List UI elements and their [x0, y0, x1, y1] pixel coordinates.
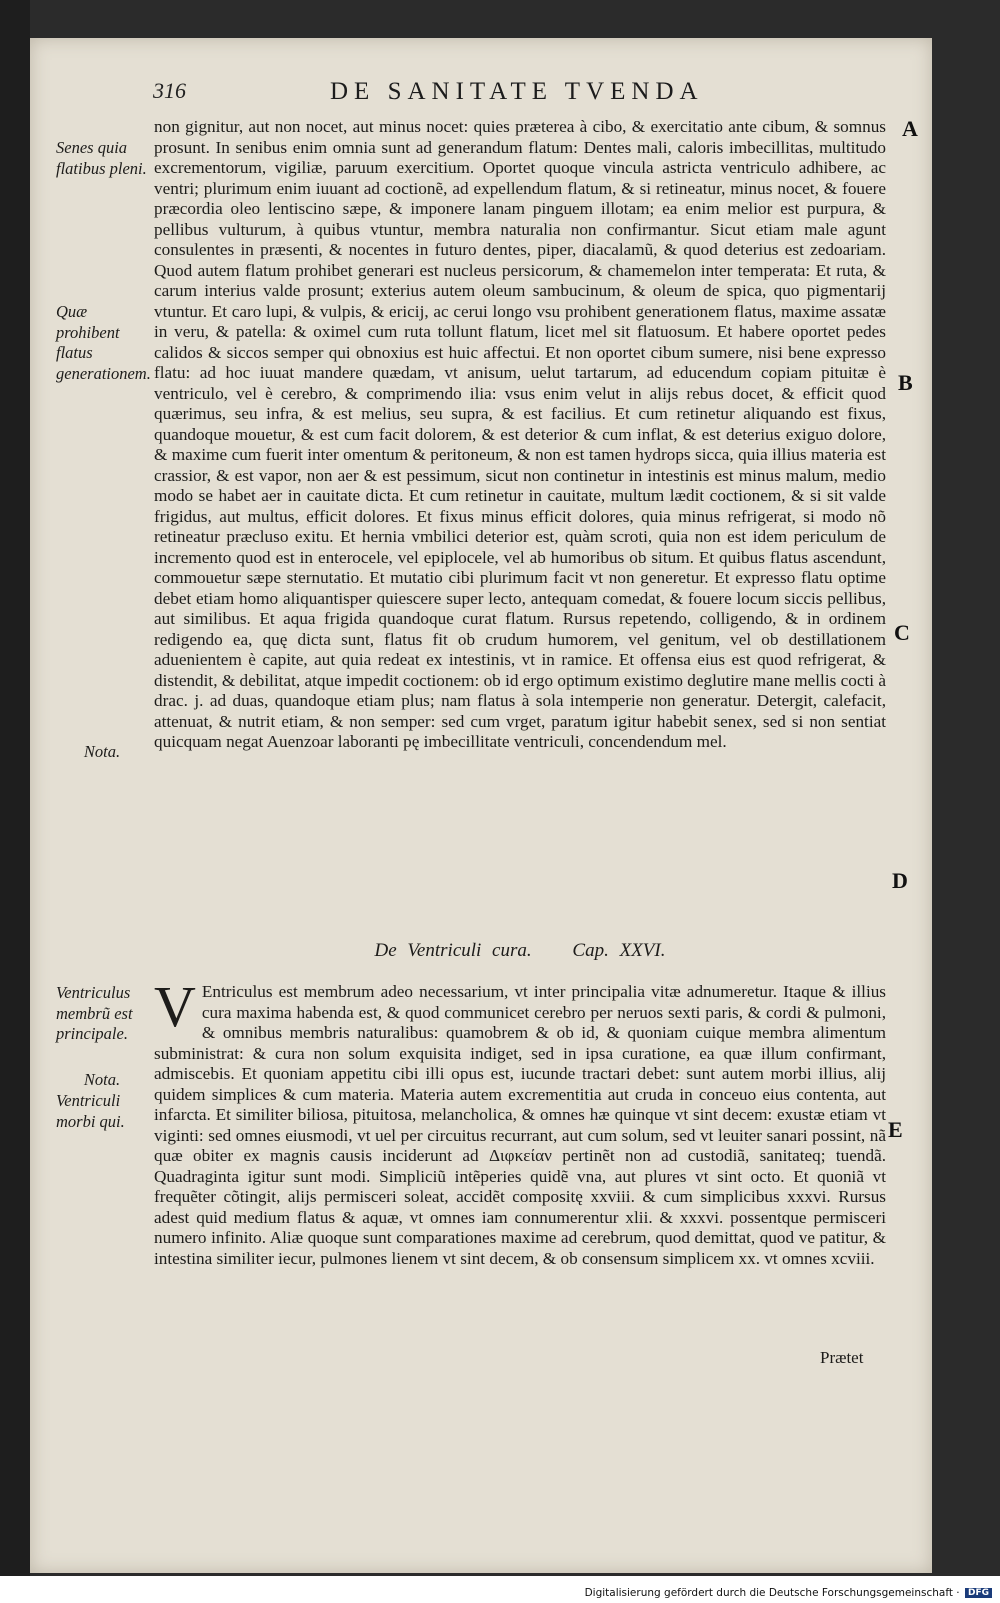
chapter-title: De Ventriculi cura. [374, 940, 532, 961]
section-letter-d: D [892, 868, 908, 893]
section-letter-c: C [894, 620, 910, 645]
chapter-number: Cap. XXVI. [572, 940, 666, 961]
catchword: Prætet [820, 1348, 864, 1367]
funding-footer [585, 1587, 992, 1599]
body-paragraph-2: Entriculus est membrum adeo necessarium, vt inter principalia vitæ adnumeretur. Itaque & illius cura maxima habenda est, & quod communicet cerebro per neruos sexti paris, & cordi & pulmoni, & omnibus membris naturalibus: quamobrem & ob id, & quoniam cuique membra alimentum subministrat: & cura non solum exquisita indiget, sed in ipsa curatione, ea quæ illum confirmant, admiscebis. Et quoniam appetitu cibi illi opus est, iucunde tractari debet: sunt autem morbi illius, alij quidem simplices & cum materia. Materia autem excrementitia aut cruda in conceuo eius contenta, aut infarcta. Et similiter biliosa, pituitosa, melancholica, & omnes hæ quinque vt sint decem: exustæ etiam vt viginti: sed omnes eiusmodi, vt uel per circuitus recurrant, aut cum solum, sed vt leuiter sanari possint, nã quæ obiter ex magnis causis inciderunt ad Διφκείαν pertinẽt non ad custodiã, sanitateq; tuendã. Quadraginta igitur sunt modi. Simpliciũ intẽperies quidẽ vna, aut plures vt sint octo. Et quoniã vt frequẽter cõtingit, alijs permisceri soleat, accidẽt compositę xxviii. & cum simplicibus xxxvi. Rursus adest quid medium flatus & aquæ, vt omnes iam connumerentur xlii. & xxxvi. possentque permisceri numero infinito. Aliæ quoque sunt comparationes maxime ad cerebrum, quod demittat, quod ve patitur, & intestina similiter iecur, pulmones lienem vt sint decem, & ob consensum simplicem xx. vt omnes xcviii. [154, 982, 886, 1268]
body-text-block-1 [154, 117, 886, 753]
chapter-heading [154, 940, 886, 962]
margin-note-senes: Senes quia flatibus pleni. [56, 138, 147, 178]
margin-note-ventriculus: Ventriculus membrũ est principale. [56, 983, 133, 1043]
drop-cap-initial: V [154, 974, 196, 1039]
body-paragraph-1: non gignitur, aut non nocet, aut minus nocet: quies præterea à cibo, & exercitatio ante cibum, & somnus prosunt. In senibus enim omnia sunt ad generandum flatum: Dentes mali, caloris imbecillitas, multitudo excrementorum, vigiliæ, paruum exercitium. Oportet quoque vincula astricta ventriculo adhibere, ac ventri; plurimum enim iuuant ad coctionẽ, ad expellendum flatum, & si retineatur, minus nocet, & fouere præcordia oleo lentiscino sæpe, & imponere lanam pinguem illotam; ea enim melior est purpura, & pellibus vulturum, à quibus vtuntur, membra naturalia non confirmantur. Sicut etiam male agunt consulentes in præsenti, & nocentes in futuro dentes, piper, diacalamũ, & quod deterius est zedoariam. Quod autem flatum prohibet generari est nucleus persicorum, & chamemelon inter temperata: Et ruta, & carum interius valde prosunt; exterius autem oleum sambucinum, & oleum de spica, quo pigmentarij vtuntur. Et caro lupi, & vulpis, & ericij, ac cerui longo vsu prohibent generationem flatus, maxime assatæ in veru, & patella: & oximel cum ruta tollunt flatum, licet mel sit flatuosum. Et habere oportet pedes calidos & siccos semper qui obnoxius est huic affectui. Et non oportet cibum sumere, nisi bene expresso flatu: ad hoc iuuat mandere quædam, vt anisum, uelut tartarum, ad educendum copiam pituitæ è ventriculo, vel è cerebro, & comprimendo ilia: vsus enim velut in alijs rebus docet, & efficit quod quærimus, seu infra, & est melius, seu supra, & est facilius. Et cum retinetur aliquando est fixus, quandoque mouetur, & est cum facit dolorem, & est deterior & cum inflat, & est deterius exiguo dolore, & maxime cum fuerit inter omentum & peritoneum, & non est tamen hydrops sicca, quia illius materia est crassior, & est vapor, non aer & est pessimum, sicut non continetur in intestinis est minus malum, medio modo se habet aer in cauitate dicta. Et cum retinetur in cauitate, multum lædit coctionem, & si sit valde frigidus, aut multus, efficit dolores. Et fixus minus efficit dolores, quia minus refrigerat, si modo nõ retineatur præcluso exitu. Et hernia vmbilici deterior est, quàm scroti, quia non est idem periculum de incremento quod est in enterocele, vel epiplocele, vel ab humoribus ob situm. Et quibus flatus ascendunt, commouetur sæpe sternutatio. Et mutatio cibi plurimum facit vt non generetur. Et expresso flatu optime debet etiam homo aliquantisper quiescere super lecto, antequam comedat, & fouere locum siccis pellibus, aut similibus. Et aqua frigida quandoque curat flatum. Rursus repetendo, colligendo, & in ordinem redigendo ea, quę dicta sunt, flatus fit ob crudum humorem, vel genitum, vel ob destillationem aduenientem è capite, aut quia redeat ex intestinis, vt in ramice. Et offensa eius est quod refrigerat, & distendit, & debilitat, atque impedit coctionem: ob id ergo optimum existimo deglutire mane mellis cocti à drac. j. ad duas, quandoque etiam plus; nam flatus à sola intemperie non generatur. Detergit, calefacit, attenuat, & nutrit etiam, & non semper: sed cum vrget, paratum igitur habebit senex, sed si non sentiat quicquam negat Auenzoar laboranti pę imbecillitate ventriculi, concendendum mel. [154, 117, 886, 751]
scan-left-edge [0, 0, 30, 1603]
margin-note-morbi: Ventriculi morbi qui. [56, 1091, 125, 1131]
running-title: DE SANITATE TVENDA [330, 78, 704, 105]
section-letter-e: E [888, 1117, 903, 1142]
margin-note-nota-2: Nota. [83, 1070, 121, 1089]
section-letter-a: A [902, 116, 918, 141]
body-text-block-2 [154, 974, 886, 1269]
dfg-logo: DFG [965, 1588, 992, 1598]
margin-note-nota-1: Nota. [83, 742, 121, 761]
page-number: 316 [153, 78, 186, 103]
section-letter-b: B [898, 370, 913, 395]
margin-note-flatus: Quæ prohibent flatus generationem. [56, 302, 151, 383]
funding-text: Digitalisierung gefördert durch die Deutsche Forschungsgemeinschaft · [584, 1587, 960, 1599]
